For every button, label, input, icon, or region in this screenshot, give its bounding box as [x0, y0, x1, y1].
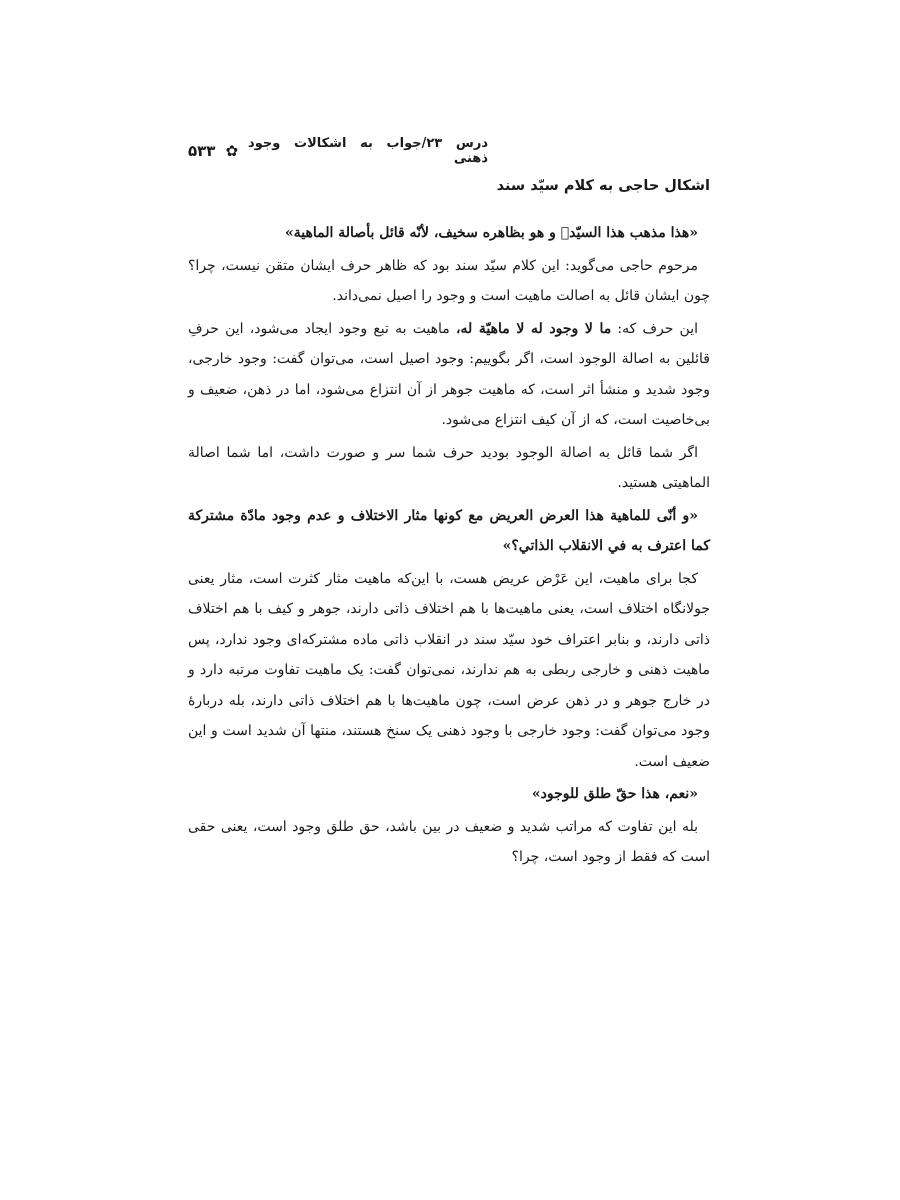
paragraph-2-bold-phrase: ما لا وجود له لا ماهیّة له، [456, 320, 612, 337]
paragraph-2 [188, 314, 710, 436]
paragraph-1: مرحوم حاجی می‌گوید: این کلام سیّد سند بود که ظاهر حرف ایشان متقن نیست، چرا؟ چون ایشان قائل به اصالت ماهیت است و وجود را اصیل نمی‌داند. [188, 257, 710, 304]
paragraph-5: بله این تفاوت که مراتب شدید و ضعیف در بین باشد، حق طلق وجود است، یعنی حقی است که فقط از وجود است، چرا؟ [188, 818, 710, 865]
arabic-quote-2: «و أنّی للماهیة هذا العرض العریض مع کونها مثار الاختلاف و عدم وجود مادّة مشترکة کما اعترف به في الانقلاب الذاتي؟» [188, 507, 710, 554]
paragraph-3: اگر شما قائل به اصالة الوجود بودید حرف شما سر و صورت داشت، اما شما اصالة الماهیتی هستید. [188, 444, 710, 491]
paragraph-2-suffix: ماهیت به تبع وجود ایجاد می‌شود، این حرفِ قائلین به اصالة الوجود است، اگر بگوییم: وجود اصیل است، می‌توان گفت: وجود خارجی، وجود شدید و منشأ اثر است، که ماهیت جوهر از آن انتزاع می‌شود، اما در ذهن، ضعیف و بی‌خاصیت است، که از آن کیف انتزاع می‌شود. [188, 320, 710, 428]
body-text [188, 218, 710, 875]
running-title: درس ۲۳/جواب به اشکالات وجود ذهنی [248, 136, 488, 166]
arabic-quote-3: «نعم، هذا حقّ طلق للوجود» [531, 786, 698, 802]
flower-ornament-icon: ✿ [225, 141, 239, 160]
paragraph-2-prefix: این حرف که: [611, 320, 698, 337]
page-number: ۵۳۳ [188, 142, 216, 160]
running-header [188, 136, 488, 166]
section-title: اشکال حاجی به کلام سیّد سند [496, 178, 710, 194]
paragraph-4: کجا برای ماهیت، این عَرْض عریض هست، با این‌که ماهیت مثار کثرت است، مثار یعنی جولانگاه اختلاف است، یعنی ماهیت‌ها با هم اختلاف ذاتی دارند، جوهر و کیف با هم اختلاف ذاتی دارند، و بنابر اعتراف خود سیّد سند در انقلاب ذاتی ماده مشترکه‌ای وجود ندارد، پس ماهیت ذهنی و خارجی ربطی به هم ندارند، نمی‌توان گفت: یک ماهیت تفاوت مرتبه دارد و در خارج جوهر و در ذهن عرض است، چون ماهیت‌ها با هم اختلاف ذاتی دارند، بله دربارهٔ وجود می‌توان گفت: وجود خارجی با وجود ذهنی یک سنخ هستند، منتها آن شدید است و این ضعیف است. [188, 570, 710, 770]
arabic-quote-1: «هذا مذهب هذا السیّد﷜ و هو بظاهره سخیف، لأنّه قائل بأصالة الماهیة» [285, 225, 698, 241]
